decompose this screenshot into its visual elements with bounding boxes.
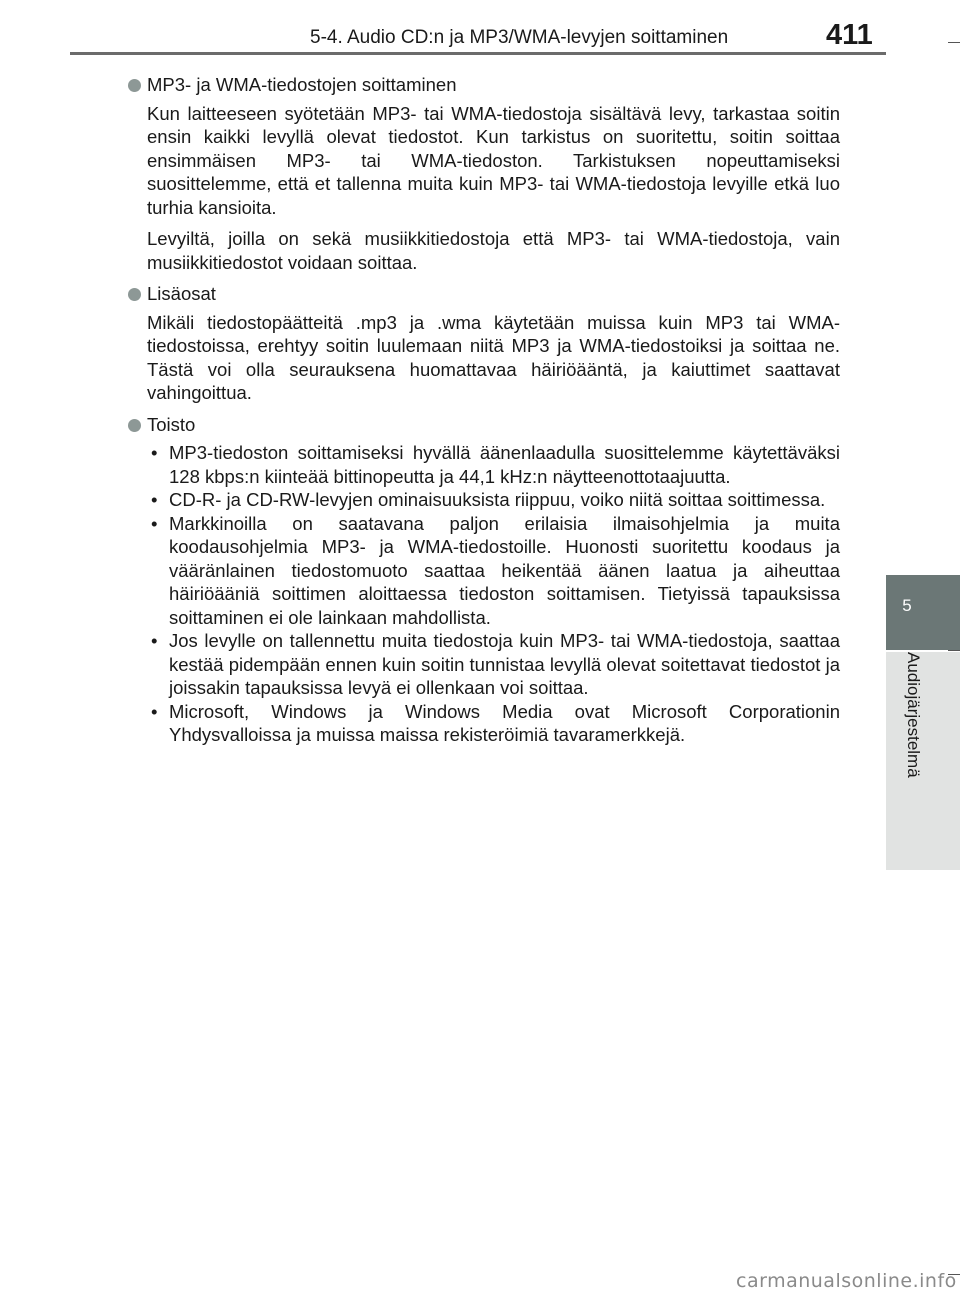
main-content	[126, 73, 840, 755]
list-item	[147, 629, 840, 700]
list-item-text: CD-R- ja CD-RW-levyjen ominaisuuksista riippuu, voiko niitä soittaa soittimessa.	[169, 489, 826, 510]
header-rule	[70, 52, 886, 55]
section-toisto	[126, 413, 840, 747]
section-heading	[126, 413, 840, 437]
list-item-text: Markkinoilla on saatavana paljon erilaisia ilmaisohjelmia ja muita koodausohjelmia MP3- ja WMA-tiedostoille. Huonosti suoritettu koodaus ja vääränlainen tiedostomuoto saattaa heikentää äänen laatua ja aiheuttaa häiriöääniä soittimen aloittaessa tiedoston soittamisen. Tietyissä tapauksissa soittaminen ei ole lainkaan mahdollista.	[169, 512, 840, 628]
bullet-mark: •	[151, 630, 158, 651]
list-item	[147, 700, 840, 747]
list-item-text: Jos levylle on tallennettu muita tiedostoja kuin MP3- tai WMA-tiedostoja, saattaa kestää pidempään ennen kuin soitin tunnistaa levyllä olevat soitettavat tiedostot ja joissakin tapauksissa levyä ei ollenkaan voi soittaa.	[169, 630, 840, 698]
section-lisaosat	[126, 282, 840, 405]
bullet-dot-icon	[128, 288, 141, 301]
section-heading-text: Toisto	[147, 413, 196, 435]
chapter-header: 5-4. Audio CD:n ja MP3/WMA-levyjen soittaminen	[310, 27, 729, 48]
bullet-mark: •	[151, 442, 158, 463]
list-item-text: MP3-tiedoston soittamiseksi hyvällä äänenlaadulla suosittelemme käytettäväksi 128 kbps:n kiinteää bittinopeutta ja 44,1 kHz:n näytteenottotaajuutta.	[169, 442, 840, 487]
paragraph: Levyiltä, joilla on sekä musiikkitiedostoja että MP3- tai WMA-tiedostoja, vain musiikkitiedostot voidaan soittaa.	[147, 228, 840, 273]
list-item-text: Microsoft, Windows ja Windows Media ovat Microsoft Corporationin Yhdysvalloissa ja muissa maissa rekisteröimiä tavaramerkkejä.	[169, 700, 840, 745]
bullet-dot-icon	[128, 79, 141, 92]
section-heading	[126, 73, 840, 97]
bullet-mark: •	[151, 489, 158, 510]
section-heading-text: MP3- ja WMA-tiedostojen soittaminen	[147, 74, 457, 95]
chapter-tab-label: Audiojärjestelmä	[904, 652, 923, 778]
page-number: 411	[826, 19, 873, 51]
list-item	[147, 512, 840, 630]
list-item	[147, 488, 840, 512]
watermark: carmanualsonline.info	[736, 1270, 957, 1292]
bullet-dot-icon	[128, 419, 141, 432]
list-item	[147, 441, 840, 488]
bullet-mark: •	[151, 700, 158, 722]
bullet-list	[147, 441, 840, 747]
crop-mark-top	[948, 42, 960, 43]
paragraph: Kun laitteeseen syötetään MP3- tai WMA-tiedostoja sisältävä levy, tarkastaa soitin ensin kaikki levyllä olevat tiedostot. Kun tarkistus on suoritettu, soitin soittaa ensimmäisen MP3- tai WMA-tiedoston. Tarkistuksen nopeuttamiseksi suosittelemme, että et tallenna muita kuin MP3- tai WMA-tiedostoja levyille etkä luo turhia kansioita.	[147, 102, 840, 218]
crop-mark-mid	[948, 650, 960, 651]
bullet-mark: •	[151, 512, 158, 534]
chapter-tab-number: 5	[902, 596, 912, 615]
section-mp3-wma	[126, 73, 840, 274]
paragraph: Mikäli tiedostopäätteitä .mp3 ja .wma käytetään muissa kuin MP3 tai WMA-tiedostoissa, erehtyy soitin luulemaan niitä MP3 ja WMA-tiedostoiksi ja soittaa ne. Tästä voi olla seurauksena huomattavaa häiriöääntä, ja kaiuttimet saattavat vahingoittua.	[147, 311, 840, 403]
section-heading	[126, 282, 840, 306]
section-heading-text: Lisäosat	[147, 283, 216, 304]
